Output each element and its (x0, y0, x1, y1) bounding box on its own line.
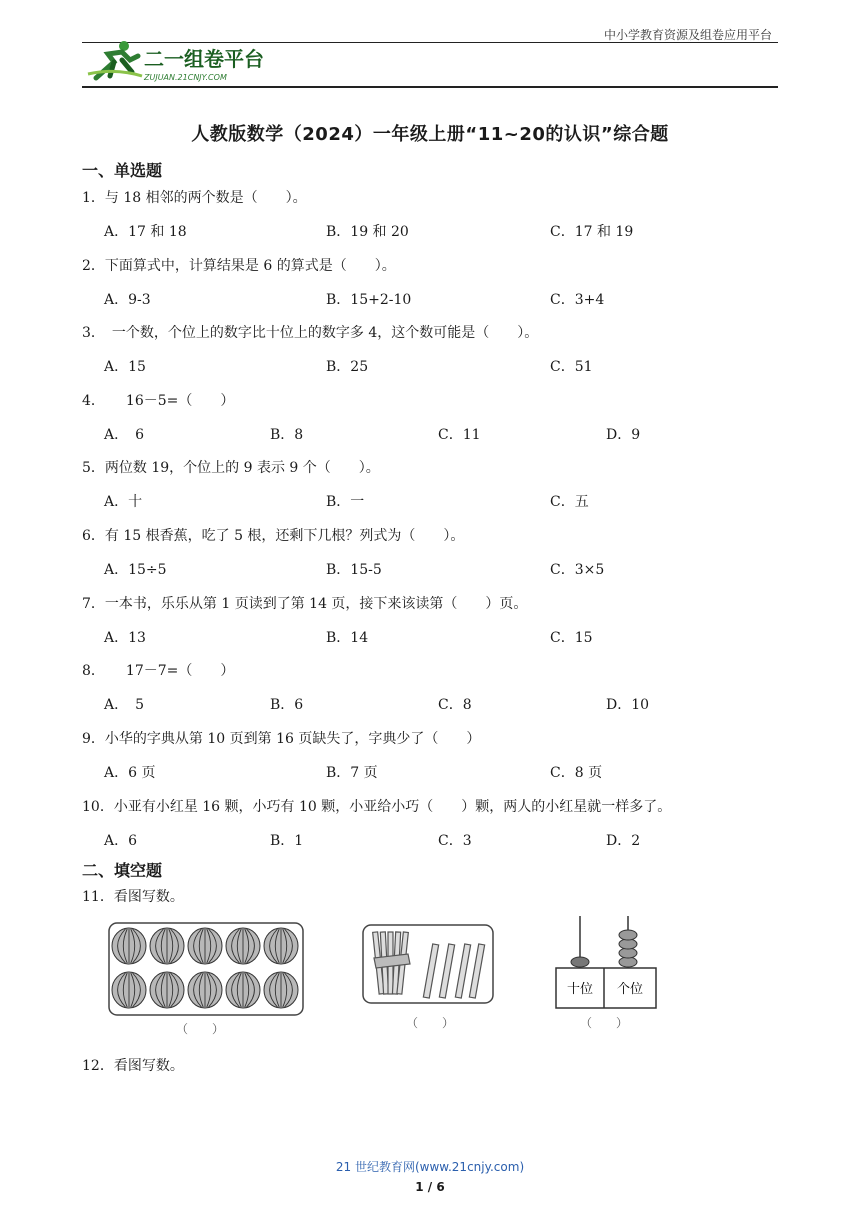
option-10a: A．6 (104, 833, 138, 849)
watermelon (150, 928, 184, 964)
logo-text: 二一组卷平台 (144, 47, 264, 71)
option-7a: A．13 (104, 630, 146, 646)
footer-link[interactable]: 21 世纪教育网(www.21cnjy.com) (335, 1160, 525, 1174)
question-10: 10．小亚有小红星 16 颗，小巧有 10 颗，小亚给小巧（ ）颗，两人的小红星就一样多了。 (82, 799, 672, 815)
question-9: 9．小华的字典从第 10 页到第 16 页缺失了，字典少了（ ） (82, 731, 481, 747)
option-3c: C．51 (550, 359, 593, 375)
page-number: 1 / 6 (415, 1180, 445, 1194)
option-4d: D．9 (606, 427, 641, 443)
option-8c: C．8 (438, 697, 472, 713)
option-4a: A． 6 (104, 427, 145, 443)
option-6a: A．15÷5 (104, 562, 167, 578)
answer-blank-2: （ ） (406, 1016, 455, 1030)
header-rule-bottom (82, 86, 778, 88)
section-fill-blank: 二、填空题 (82, 861, 163, 880)
option-10b: B．1 (270, 833, 304, 849)
option-9b: B．7 页 (326, 765, 378, 781)
option-10c: C．3 (438, 833, 472, 849)
logo (86, 38, 286, 84)
bead-icon (619, 930, 637, 940)
option-6c: C．3×5 (550, 562, 605, 578)
figure-abacus (554, 914, 658, 1010)
option-2c: C．3+4 (550, 292, 605, 308)
question-11: 11．看图写数。 (82, 889, 184, 905)
answer-blank-1: （ ） (176, 1022, 225, 1036)
logo-sub: ZUJUAN.21CNJY.COM (144, 73, 227, 82)
option-9c: C．8 页 (550, 765, 603, 781)
abacus-ones-label: 个位 (616, 982, 644, 997)
option-2a: A．9-3 (104, 292, 151, 308)
watermelon (264, 928, 298, 964)
question-5: 5．两位数 19，个位上的 9 表示 9 个（ ）。 (82, 460, 380, 476)
option-4c: C．11 (438, 427, 481, 443)
watermelon (188, 972, 222, 1008)
option-4b: B．8 (270, 427, 304, 443)
section-single-choice: 一、单选题 (82, 161, 163, 180)
watermelon (264, 972, 298, 1008)
option-2b: B．15+2-10 (326, 292, 412, 308)
page-title: 人教版数学（2024）一年级上册“11~20的认识”综合题 (191, 124, 669, 145)
option-8d: D．10 (606, 697, 650, 713)
figure-sticks (362, 924, 494, 1004)
option-8a: A． 5 (104, 697, 145, 713)
option-5b: B．一 (326, 494, 365, 510)
question-2: 2．下面算式中，计算结果是 6 的算式是（ ）。 (82, 258, 396, 274)
runner-icon (88, 41, 142, 78)
option-9a: A．6 页 (104, 765, 156, 781)
watermelon (188, 928, 222, 964)
question-12: 12．看图写数。 (82, 1058, 184, 1074)
option-10d: D．2 (606, 833, 641, 849)
option-7c: C．15 (550, 630, 593, 646)
watermelon (226, 972, 260, 1008)
option-3b: B．25 (326, 359, 369, 375)
option-7b: B．14 (326, 630, 369, 646)
abacus-tens-label: 十位 (566, 982, 594, 997)
question-1: 1．与 18 相邻的两个数是（ ）。 (82, 190, 307, 206)
question-8: 8． 17－7=（ ） (82, 663, 235, 679)
watermelon (112, 928, 146, 964)
option-3a: A．15 (104, 359, 146, 375)
answer-blank-3: （ ） (580, 1016, 629, 1030)
question-6: 6．有 15 根香蕉，吃了 5 根，还剩下几根？列式为（ ）。 (82, 528, 465, 544)
bead-icon (571, 957, 589, 967)
watermelon (226, 928, 260, 964)
option-8b: B．6 (270, 697, 304, 713)
option-1c: C．17 和 19 (550, 224, 634, 240)
question-7: 7．一本书，乐乐从第 1 页读到了第 14 页，接下来该读第（ ）页。 (82, 596, 528, 612)
option-1a: A．17 和 18 (104, 224, 187, 240)
watermelon (150, 972, 184, 1008)
question-3: 3． 一个数，个位上的数字比十位上的数字多 4，这个数可能是（ ）。 (82, 325, 539, 341)
option-1b: B．19 和 20 (326, 224, 409, 240)
option-6b: B．15-5 (326, 562, 382, 578)
watermelon (112, 972, 146, 1008)
question-4: 4． 16－5=（ ） (82, 393, 235, 409)
option-5a: A．十 (104, 494, 143, 510)
platform-name: 中小学教育资源及组卷应用平台 (603, 28, 772, 42)
option-5c: C．五 (550, 494, 589, 510)
